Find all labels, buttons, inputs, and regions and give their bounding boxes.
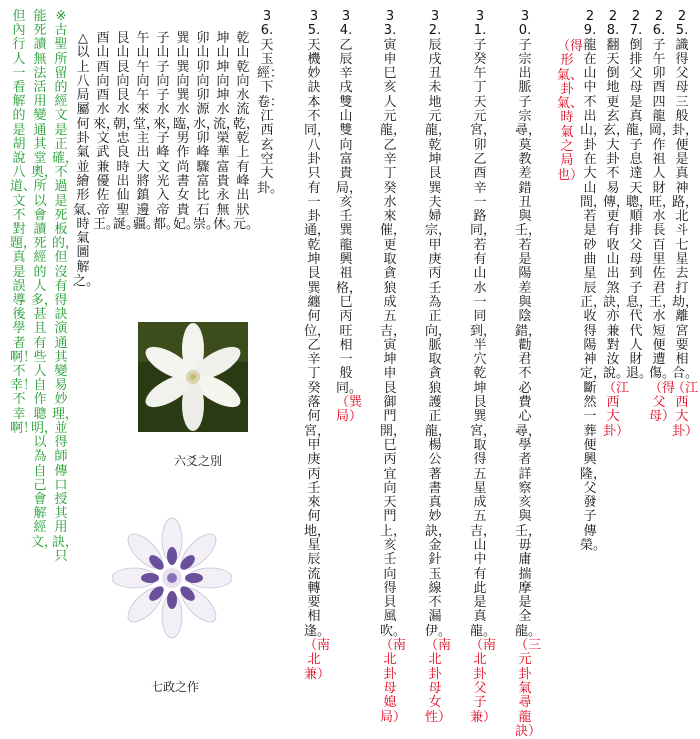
verse-note: （三元卦氣尋龍訣） (515, 638, 542, 739)
column-32 (425, 9, 452, 725)
column-30 (515, 9, 542, 739)
note-line-3: 但內行人一看解的是胡說八道、文不對題，真是誤導後學者啊！不幸！不幸啊！ (10, 9, 37, 436)
verse-text: 32.辰戌丑未地元龍，乾坤艮巽夫婦宗，甲庚丙壬為正向，脈取貪狼護正龍，楊公著書真妙訣，金針玉線不漏伊。 (425, 9, 452, 639)
verse-note: （得父母） (649, 380, 676, 425)
six-petal-flower-image (138, 322, 248, 432)
poem-line-2: 坤山坤向坤水流，榮華富貴永無休。 (213, 31, 240, 232)
note-line-2: 能死讀無法活用變通其堂奧，所以會讀死經的人多，甚且有些人自作聰明，以為自己會解經文， (31, 9, 58, 550)
verse-note: （江西大卦） (603, 380, 630, 439)
verse-note: （得形氣、卦氣、時氣之局也） (557, 39, 584, 183)
column-34 (336, 9, 363, 425)
poem-line-5: 子山子向子水來，子峰文光入帝都。 (153, 31, 180, 232)
verse-text: 31.子癸午丁天元宮，卯乙酉辛一路同，若有山水一同到，半穴乾坤艮巽宮，取得五星成五吉，山中有此是真龍。 (470, 9, 497, 639)
flower1-caption: 六爻之別 (173, 454, 222, 468)
poem-line-4: 巽山巽向巽水臨，男作尚書女貴妃。 (173, 31, 200, 232)
verse-text: 33.寅申巳亥人元龍，乙辛丁癸水來催，更取貪狼成五吉，寅坤申艮御門開，巳丙宜向天門上，亥壬向得貝風吹。 (380, 9, 407, 639)
note-line-1: ※古聖所留的經文是正確，不過是死板的，但沒有得訣演通其變易妙理，並得師傳口授其用訣，只 (52, 9, 79, 564)
verse-text: 35.天機妙訣本不同，八卦只有一卦通，乾坤艮巽纏何位，乙辛丁癸落何宮，甲庚丙壬來何地，星辰流轉要相逢。 (304, 9, 331, 639)
verse-text: 34.乙辰辛戌雙山雙向富貴局，亥壬巽龍興祖格，巳丙旺相一般同。 (336, 9, 363, 396)
verse-text: 29.龍在山中不出山，卦在大山間，若是砂曲星辰正，收得陽神定，斷然一葬便興隆，父發子傳榮。 (580, 9, 607, 553)
verse-note: （南北卦母女性） (425, 638, 452, 725)
verse-note: （南北卦父子兼） (470, 638, 497, 725)
flower2-caption: 七政之作 (150, 680, 199, 694)
poem-summary: △以上八局屬何卦氣並繪形氣、時氣圖解之。 (73, 31, 100, 290)
verse-text: 26.子午卯酉四龍岡，作祖人財旺，水長百里佐君王，水短便遭傷。 (649, 9, 676, 382)
poem-line-3: 卯山卯向卯源水，卯峰驟富比石崇。 (193, 31, 220, 232)
verse-text: 30.子宗出脈子宗尋，莫教差錯丑與壬，若是陽差與陰錯，勸君不必費心尋，學者詳察亥與壬，毋庸揣摩是全龍。 (515, 9, 542, 639)
poem-line-7: 艮山艮向艮水朝，忠良時出仙聖誕。 (113, 31, 140, 232)
verse-text: 25.識得父母三般卦，便是真神路，北斗七星去打劫，離宮要相合。 (672, 9, 699, 382)
column-26 (649, 9, 676, 425)
verse-text: 28.翻天倒地更玄玄，大卦不易傳，更有收山出煞訣，亦兼對汝說。 (603, 9, 630, 382)
verse-note: （巽局） (336, 395, 363, 425)
verse-note: （南北兼） (304, 638, 331, 682)
column-31 (470, 9, 497, 725)
verse-text: 36.天玉經：下卷：江西玄空大卦。 (257, 9, 284, 196)
seven-petal-flower-image (112, 498, 232, 668)
verse-note: （南北卦母媳局） (380, 638, 407, 725)
column-33 (380, 9, 407, 725)
column-29a (580, 9, 607, 553)
column-35 (304, 9, 331, 682)
poem-line-8: 酉山酉向酉水來，文武兼優佐帝王。 (93, 31, 120, 232)
verse-note: （江西大卦） (672, 380, 699, 439)
poem-line-1: 乾山乾向水流乾，乾上有峰出狀元。 (233, 31, 260, 232)
column-29b (557, 39, 584, 183)
poem-line-6: 午山午向午來堂，主出大將鎮邊疆。 (133, 31, 160, 232)
verse-text: 27.倒排父母是真龍，子息達天聰，順排父母到子息，代代人財退。 (626, 9, 653, 382)
column-36 (257, 9, 284, 196)
